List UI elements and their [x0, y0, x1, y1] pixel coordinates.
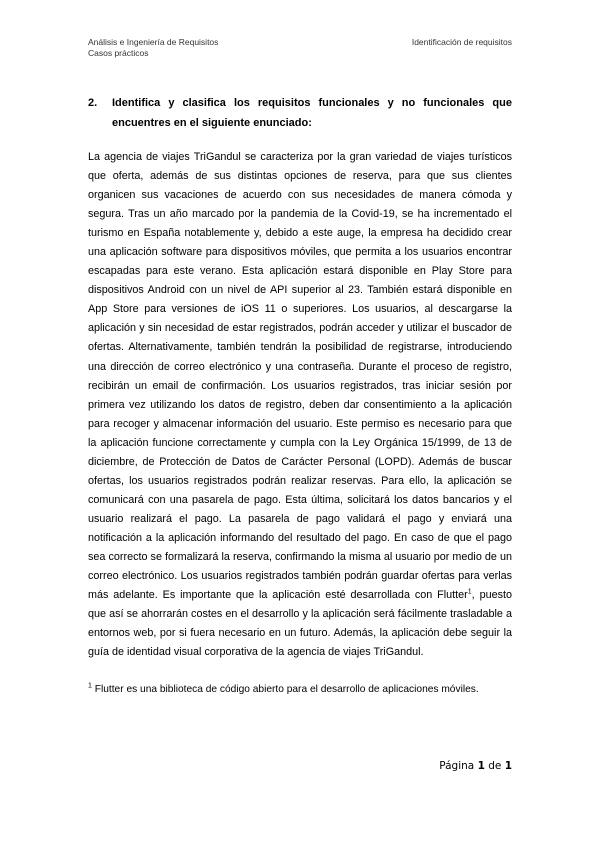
footnote-marker: 1 [88, 682, 92, 690]
question-heading [88, 94, 512, 133]
question-text: Identifica y clasifica los requisitos funcionales y no funcionales que encuentres en el siguiente enunciado: [112, 97, 512, 129]
course-title: Análisis e Ingeniería de Requisitos [88, 37, 219, 47]
page-label: Página [439, 760, 475, 772]
paragraph-part-1: La agencia de viajes TriGandul se caracteriza por la gran variedad de viajes turísticos que oferta, además de sus distintas opciones de reserva, para que sus clientes organicen sus vacaciones de acuerdo con sus necesidades de manera cómoda y segura. Tras un año marcado por la pandemia de la Covid-19, se ha incrementado el turismo en España notablemente y, debido a este auge, la empresa ha decidido crear una aplicación software para dispositivos móviles, que permita a los usuarios encontrar escapadas para este verano. Esta aplicación estará disponible en Play Store para dispositivos Android con un nivel de API superior al 23. También estará disponible en App Store para versiones de iOS 11 o superiores. Los usuarios, al descargarse la aplicación y sin necesidad de estar registrados, podrán acceder y utilizar el buscador de ofertas. Alternativamente, también tendrán la posibilidad de registrarse, introduciendo una dirección de correo electrónico y una contraseña. Durante el proceso de registro, recibirán un email de confirmación. Los usuarios registrados, tras iniciar sesión por primera vez utilizando los datos de registro, deben dar consentimiento a la aplicación para recoger y almacenar información del usuario. Este permiso es necesario para que la aplicación funcione correctamente y cumpla con la Ley Orgánica 15/1999, de 13 de diciembre, de Protección de Datos de Carácter Personal (LOPD). Además de buscar ofertas, los usuarios registrados podrán realizar reservas. Para ello, la aplicación se comunicará con una pasarela de pago. Esta última, solicitará los datos bancarios y el usuario realizará el pago. La pasarela de pago validará el pago y enviará una notificación a la aplicación informando del resultado del pago. En caso de que el pago sea correcto se formalizará la reserva, confirmando la misma al usuario por medio de un correo electrónico. Los usuarios registrados también podrán guardar ofertas para verlas más adelante. Es importante que la aplicación esté desarrollada con Flutter [88, 151, 512, 602]
page-of: de [488, 760, 502, 772]
document-header-left [88, 37, 218, 59]
page-total: 1 [504, 760, 512, 772]
footnote-text: Flutter es una biblioteca de código abierto para el desarrollo de aplicaciones móviles. [91, 684, 479, 695]
footnote-reference[interactable]: 1 [467, 588, 472, 596]
case-statement-paragraph [88, 148, 512, 662]
course-subtitle: Casos prácticos [88, 48, 149, 58]
question-number: 2. [88, 97, 98, 109]
page-current: 1 [477, 760, 485, 772]
paragraph-part-2: , puesto que así se ahorrarán costes en el desarrollo y la aplicación será fácilmente trasladable a entornos web, por si fuera necesario en un futuro. Además, la aplicación debe seguir la guía de identidad visual corporativa de la agencia de viajes TriGandul. [88, 589, 512, 659]
page-number [439, 760, 512, 772]
document-header-right: Identificación de requisitos [411, 37, 512, 47]
footnote [88, 683, 528, 697]
